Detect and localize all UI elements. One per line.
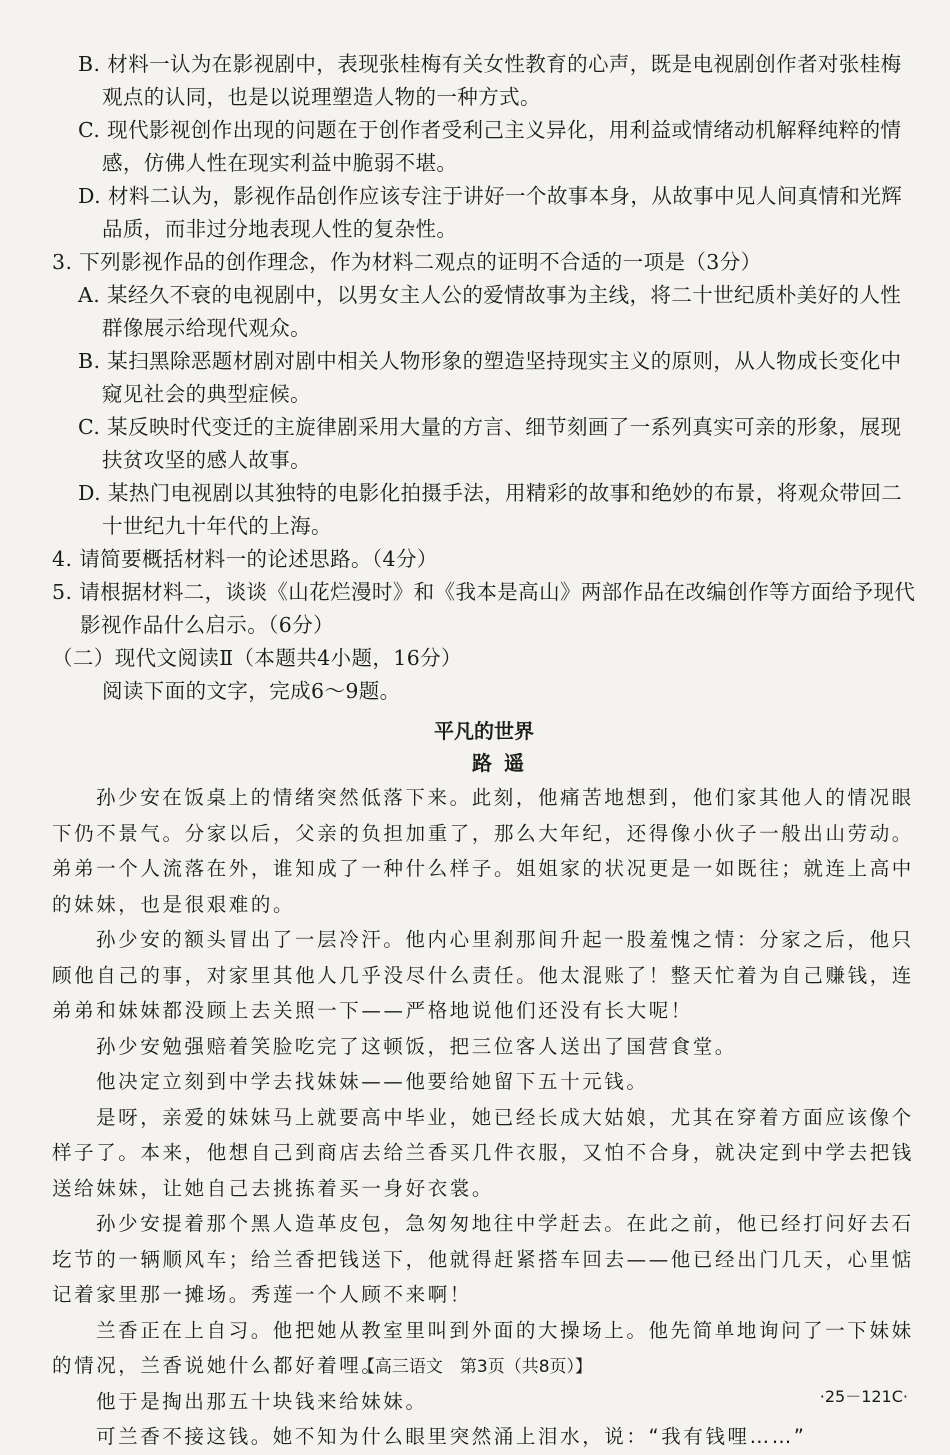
article-paragraph: 孙少安的额头冒出了一层冷汗。他内心里刹那间升起一股羞愧之情：分家之后，他只顾他自己的事，对家里其他人几乎没尽什么责任。他太混账了！整天忙着为自己赚钱，连弟弟和妹妹都没顾上去关照一下——严格地说他们还没有长大呢！ [52, 928, 914, 1022]
article-paragraph: 兰香正在上自习。他把她从教室里叫到外面的大操场上。他先简单地询问了一下妹妹的情况，兰香说她什么都好着哩。 [52, 1318, 914, 1377]
question-4: 4. 请简要概括材料一的论述思路。（4分） [52, 547, 438, 571]
article-paragraph: 他决定立刻到中学去找妹妹——他要给她留下五十元钱。 [96, 1070, 649, 1093]
question-3-option-b: B. 某扫黑除恶题材剧对剧中相关人物形象的塑造坚持现实主义的原则，从人物成长变化中窥见社会的典型症候。 [78, 349, 902, 406]
article-paragraph: 孙少安勉强赔着笑脸吃完了这顿饭，把三位客人送出了国营食堂。 [96, 1034, 737, 1058]
article-author: 路遥 [472, 751, 536, 775]
article-paragraph: 孙少安提着那个黑人造革皮包，急匆匆地往中学赶去。在此之前，他已经打问好去石圪节的一辆顺风车；给兰香把钱送下，他就得赶紧搭车回去——他已经出门几天，心里惦记着家里那一摊场。秀莲一个人顾不来啊！ [52, 1212, 914, 1306]
article-paragraph: 他于是掏出那五十块钱来给妹妹。 [96, 1389, 428, 1413]
question-3-option-d: D. 某热门电视剧以其独特的电影化拍摄手法，用精彩的故事和绝妙的布景，将观众带回二十世纪九十年代的上海。 [78, 481, 903, 538]
article-paragraph: 是呀，亲爱的妹妹马上就要高中毕业，她已经长成大姑娘，尤其在穿着方面应该像个样子了。本来，他想自己到商店去给兰香买几件衣服，又怕不合身，就决定到中学去把钱送给妹妹，让她自己去挑拣着买一身好衣裳。 [52, 1105, 914, 1200]
exam-code: ·25－121C· [819, 1387, 908, 1406]
question-3-stem: 3. 下列影视作品的创作理念，作为材料二观点的证明不合适的一项是（3分） [52, 250, 762, 274]
question-3-option-c: C. 某反映时代变迁的主旋律剧采用大量的方言、细节刻画了一系列真实可亲的形象，展现扶贫攻坚的感人故事。 [78, 415, 902, 472]
question-3-option-a: A. 某经久不衰的电视剧中，以男女主人公的爱情故事为主线，将二十世纪质朴美好的人性群像展示给现代观众。 [78, 283, 902, 340]
article-paragraph: 可兰香不接这钱。她不知为什么眼里突然涌上泪水，说：“我有钱哩……” [96, 1425, 807, 1448]
section-instruction: 阅读下面的文字，完成6～9题。 [102, 679, 401, 703]
section-heading: （二）现代文阅读Ⅱ（本题共4小题，16分） [52, 646, 462, 670]
option-d-prev: D. 材料二认为，影视作品创作应该专注于讲好一个故事本身，从故事中见人间真情和光辉品质，而非过分地表现人性的复杂性。 [78, 184, 903, 241]
page-footer-label: 【高三语文 第3页（共8页）】 [357, 1357, 593, 1377]
article-title: 平凡的世界 [434, 719, 534, 743]
option-c-prev: C. 现代影视创作出现的问题在于创作者受利己主义异化，用利益或情绪动机解释纯粹的情感，仿佛人性在现实利益中脆弱不堪。 [78, 118, 902, 175]
question-5: 5. 请根据材料二，谈谈《山花烂漫时》和《我本是高山》两部作品在改编创作等方面给予现代影视作品什么启示。（6分） [52, 580, 916, 637]
option-b-prev: B. 材料一认为在影视剧中，表现张桂梅有关女性教育的心声，既是电视剧创作者对张桂梅观点的认同，也是以说理塑造人物的一种方式。 [78, 52, 902, 109]
article-paragraph: 孙少安在饭桌上的情绪突然低落下来。此刻，他痛苦地想到，他们家其他人的情况眼下仍不景气。分家以后，父亲的负担加重了，那么大年纪，还得像小伙子一般出山劳动。弟弟一个人流落在外，谁知成了一种什么样子。姐姐家的状况更是一如既往；就连上高中的妹妹，也是很艰难的。 [52, 786, 914, 916]
